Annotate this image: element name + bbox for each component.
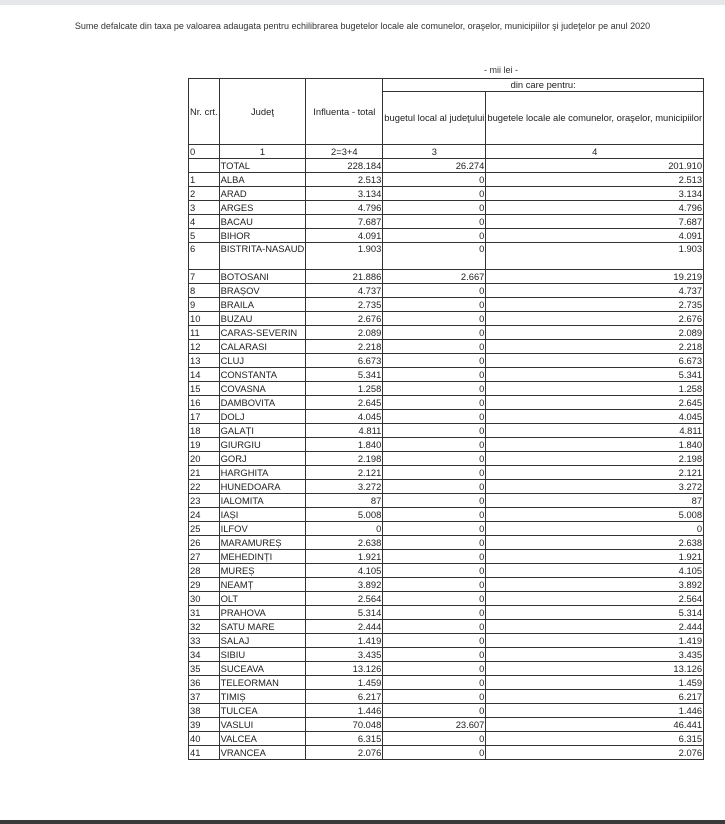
row-total-cell: 5.008	[306, 508, 383, 522]
row-judet-cell: SALAJ	[219, 634, 306, 648]
row-bugete-locale-cell: 4.091	[486, 229, 704, 243]
row-nr-cell: 34	[189, 648, 220, 662]
total-locale-value: 201.910	[486, 159, 704, 173]
row-bugete-locale-cell: 46.441	[486, 718, 704, 732]
index-cell: 1	[219, 145, 306, 159]
row-nr-cell: 12	[189, 340, 220, 354]
unit-label: - mii lei -	[484, 65, 518, 75]
row-judet-cell: OLT	[219, 592, 306, 606]
row-bugete-locale-cell: 1.921	[486, 550, 704, 564]
allocation-table	[188, 78, 704, 760]
row-buget-judet-cell: 0	[383, 746, 486, 760]
row-judet-cell: VALCEA	[219, 732, 306, 746]
row-bugete-locale-cell: 4.737	[486, 284, 704, 298]
row-buget-judet-cell: 0	[383, 564, 486, 578]
row-bugete-locale-cell: 2.218	[486, 340, 704, 354]
row-buget-judet-cell: 0	[383, 550, 486, 564]
row-judet-cell: ARAD	[219, 187, 306, 201]
row-bugete-locale-cell: 13.126	[486, 662, 704, 676]
row-nr-cell: 29	[189, 578, 220, 592]
row-nr-cell: 16	[189, 396, 220, 410]
row-judet-cell: BRAȘOV	[219, 284, 306, 298]
row-total-cell: 4.091	[306, 229, 383, 243]
table-row	[189, 382, 704, 396]
table-row	[189, 494, 704, 508]
row-buget-judet-cell: 0	[383, 690, 486, 704]
row-judet-cell: PRAHOVA	[219, 606, 306, 620]
table-row	[189, 396, 704, 410]
row-buget-judet-cell: 0	[383, 648, 486, 662]
row-judet-cell: DOLJ	[219, 410, 306, 424]
row-bugete-locale-cell: 2.198	[486, 452, 704, 466]
row-total-cell: 3.435	[306, 648, 383, 662]
row-judet-cell: COVASNA	[219, 382, 306, 396]
row-bugete-locale-cell: 3.435	[486, 648, 704, 662]
row-nr-cell: 15	[189, 382, 220, 396]
table-row	[189, 229, 704, 243]
row-bugete-locale-cell: 3.134	[486, 187, 704, 201]
row-judet-cell: VASLUI	[219, 718, 306, 732]
row-total-cell: 4.105	[306, 564, 383, 578]
row-bugete-locale-cell: 2.676	[486, 312, 704, 326]
row-nr-cell: 3	[189, 201, 220, 215]
row-nr-cell: 9	[189, 298, 220, 312]
row-total-cell: 87	[306, 494, 383, 508]
row-buget-judet-cell: 0	[383, 368, 486, 382]
row-buget-judet-cell: 0	[383, 578, 486, 592]
row-judet-cell: ARGES	[219, 201, 306, 215]
row-nr-cell: 24	[189, 508, 220, 522]
table-row	[189, 480, 704, 494]
row-judet-cell: VRANCEA	[219, 746, 306, 760]
table-row	[189, 704, 704, 718]
row-judet-cell: GORJ	[219, 452, 306, 466]
row-nr-cell: 17	[189, 410, 220, 424]
row-bugete-locale-cell: 4.796	[486, 201, 704, 215]
table-row	[189, 466, 704, 480]
row-bugete-locale-cell: 4.811	[486, 424, 704, 438]
row-bugete-locale-cell: 2.076	[486, 746, 704, 760]
row-judet-cell: MEHEDINȚI	[219, 550, 306, 564]
row-buget-judet-cell: 0	[383, 243, 486, 270]
row-bugete-locale-cell: 1.419	[486, 634, 704, 648]
row-buget-judet-cell: 0	[383, 508, 486, 522]
row-nr-cell: 10	[189, 312, 220, 326]
table-row	[189, 620, 704, 634]
row-nr-cell: 30	[189, 592, 220, 606]
row-buget-judet-cell: 2.667	[383, 270, 486, 284]
row-buget-judet-cell: 0	[383, 676, 486, 690]
header-buget-judet: bugetul local al judeţului	[383, 92, 486, 145]
row-total-cell: 21.886	[306, 270, 383, 284]
row-buget-judet-cell: 0	[383, 215, 486, 229]
row-judet-cell: TULCEA	[219, 704, 306, 718]
row-bugete-locale-cell: 2.089	[486, 326, 704, 340]
row-nr-cell: 20	[189, 452, 220, 466]
row-bugete-locale-cell: 87	[486, 494, 704, 508]
row-judet-cell: BISTRITA-NASAUD	[219, 243, 306, 270]
row-bugete-locale-cell: 1.903	[486, 243, 704, 270]
row-judet-cell: ILFOV	[219, 522, 306, 536]
row-bugete-locale-cell: 2.444	[486, 620, 704, 634]
row-judet-cell: SATU MARE	[219, 620, 306, 634]
row-total-cell: 2.121	[306, 466, 383, 480]
table-row	[189, 368, 704, 382]
row-judet-cell: NEAMȚ	[219, 578, 306, 592]
row-nr-cell: 38	[189, 704, 220, 718]
row-bugete-locale-cell: 2.638	[486, 536, 704, 550]
table-row	[189, 690, 704, 704]
row-nr-cell: 13	[189, 354, 220, 368]
row-total-cell: 13.126	[306, 662, 383, 676]
row-nr-cell: 31	[189, 606, 220, 620]
table-row	[189, 606, 704, 620]
row-judet-cell: MARAMUREȘ	[219, 536, 306, 550]
row-nr-cell: 4	[189, 215, 220, 229]
row-buget-judet-cell: 0	[383, 704, 486, 718]
index-cell: 2=3+4	[306, 145, 383, 159]
row-total-cell: 6.315	[306, 732, 383, 746]
row-nr-cell: 36	[189, 676, 220, 690]
table-row	[189, 284, 704, 298]
row-buget-judet-cell: 0	[383, 438, 486, 452]
total-nr-cell	[189, 159, 220, 173]
row-buget-judet-cell: 0	[383, 201, 486, 215]
row-nr-cell: 18	[189, 424, 220, 438]
row-total-cell: 5.314	[306, 606, 383, 620]
row-nr-cell: 28	[189, 564, 220, 578]
row-nr-cell: 41	[189, 746, 220, 760]
row-judet-cell: MUREȘ	[219, 564, 306, 578]
row-judet-cell: CONSTANTA	[219, 368, 306, 382]
table-row	[189, 298, 704, 312]
row-buget-judet-cell: 0	[383, 173, 486, 187]
row-bugete-locale-cell: 19.219	[486, 270, 704, 284]
row-buget-judet-cell: 0	[383, 620, 486, 634]
row-total-cell: 1.258	[306, 382, 383, 396]
row-judet-cell: TIMIȘ	[219, 690, 306, 704]
row-buget-judet-cell: 23.607	[383, 718, 486, 732]
row-judet-cell: HUNEDOARA	[219, 480, 306, 494]
row-total-cell: 1.446	[306, 704, 383, 718]
row-bugete-locale-cell: 1.840	[486, 438, 704, 452]
row-nr-cell: 6	[189, 243, 220, 270]
row-total-cell: 2.645	[306, 396, 383, 410]
top-border	[0, 0, 725, 5]
row-buget-judet-cell: 0	[383, 634, 486, 648]
row-total-cell: 6.673	[306, 354, 383, 368]
table-row	[189, 270, 704, 284]
row-total-cell: 4.737	[306, 284, 383, 298]
table-row	[189, 536, 704, 550]
row-buget-judet-cell: 0	[383, 536, 486, 550]
row-total-cell: 1.840	[306, 438, 383, 452]
table-row	[189, 243, 704, 270]
row-total-cell: 3.892	[306, 578, 383, 592]
row-bugete-locale-cell: 6.315	[486, 732, 704, 746]
row-buget-judet-cell: 0	[383, 424, 486, 438]
row-nr-cell: 22	[189, 480, 220, 494]
row-total-cell: 5.341	[306, 368, 383, 382]
row-nr-cell: 40	[189, 732, 220, 746]
table-row	[189, 550, 704, 564]
total-judet-value: 26.274	[383, 159, 486, 173]
row-buget-judet-cell: 0	[383, 466, 486, 480]
row-nr-cell: 27	[189, 550, 220, 564]
row-nr-cell: 39	[189, 718, 220, 732]
row-total-cell: 0	[306, 522, 383, 536]
table-row	[189, 452, 704, 466]
table-row	[189, 173, 704, 187]
index-cell: 3	[383, 145, 486, 159]
document-title: Sume defalcate din taxa pe valoarea adaugata pentru echilibrarea bugetelor locale ale comunelor, oraşelor, municipiilor şi judeţelor pe anul 2020	[74, 21, 651, 31]
row-total-cell: 2.735	[306, 298, 383, 312]
row-buget-judet-cell: 0	[383, 606, 486, 620]
row-judet-cell: BRAILA	[219, 298, 306, 312]
index-cell: 0	[189, 145, 220, 159]
table-row	[189, 522, 704, 536]
table-row	[189, 648, 704, 662]
row-buget-judet-cell: 0	[383, 326, 486, 340]
header-bugete-locale: bugetele locale ale comunelor, oraşelor, municipiilor	[486, 92, 704, 145]
header-din-care: din care pentru:	[383, 79, 704, 92]
total-value: 228.184	[306, 159, 383, 173]
row-bugete-locale-cell: 2.645	[486, 396, 704, 410]
row-bugete-locale-cell: 2.121	[486, 466, 704, 480]
row-bugete-locale-cell: 7.687	[486, 215, 704, 229]
table-row	[189, 564, 704, 578]
table-row	[189, 312, 704, 326]
row-buget-judet-cell: 0	[383, 298, 486, 312]
table-row	[189, 732, 704, 746]
row-nr-cell: 2	[189, 187, 220, 201]
row-total-cell: 1.419	[306, 634, 383, 648]
row-buget-judet-cell: 0	[383, 340, 486, 354]
table-row	[189, 592, 704, 606]
row-total-cell: 1.459	[306, 676, 383, 690]
row-bugete-locale-cell: 1.258	[486, 382, 704, 396]
row-nr-cell: 23	[189, 494, 220, 508]
row-bugete-locale-cell: 2.735	[486, 298, 704, 312]
row-judet-cell: IALOMITA	[219, 494, 306, 508]
row-nr-cell: 8	[189, 284, 220, 298]
row-judet-cell: TELEORMAN	[219, 676, 306, 690]
row-judet-cell: SIBIU	[219, 648, 306, 662]
table-row	[189, 201, 704, 215]
table-row	[189, 718, 704, 732]
row-judet-cell: BOTOSANI	[219, 270, 306, 284]
header-nr: Nr. crt.	[189, 79, 220, 145]
row-nr-cell: 14	[189, 368, 220, 382]
row-judet-cell: ALBA	[219, 173, 306, 187]
row-nr-cell: 21	[189, 466, 220, 480]
row-nr-cell: 1	[189, 173, 220, 187]
row-buget-judet-cell: 0	[383, 229, 486, 243]
table-row	[189, 326, 704, 340]
row-total-cell: 1.921	[306, 550, 383, 564]
row-bugete-locale-cell: 2.513	[486, 173, 704, 187]
total-row	[189, 159, 704, 173]
row-total-cell: 3.134	[306, 187, 383, 201]
table-row	[189, 215, 704, 229]
row-buget-judet-cell: 0	[383, 354, 486, 368]
row-total-cell: 2.444	[306, 620, 383, 634]
table-row	[189, 634, 704, 648]
row-total-cell: 2.564	[306, 592, 383, 606]
row-buget-judet-cell: 0	[383, 592, 486, 606]
row-bugete-locale-cell: 4.105	[486, 564, 704, 578]
row-buget-judet-cell: 0	[383, 410, 486, 424]
row-buget-judet-cell: 0	[383, 284, 486, 298]
row-nr-cell: 5	[189, 229, 220, 243]
row-total-cell: 70.048	[306, 718, 383, 732]
row-nr-cell: 35	[189, 662, 220, 676]
row-total-cell: 4.796	[306, 201, 383, 215]
row-judet-cell: GALAȚI	[219, 424, 306, 438]
row-bugete-locale-cell: 1.446	[486, 704, 704, 718]
table-row	[189, 340, 704, 354]
row-total-cell: 2.513	[306, 173, 383, 187]
total-label: TOTAL	[219, 159, 306, 173]
row-judet-cell: CALARASI	[219, 340, 306, 354]
row-nr-cell: 26	[189, 536, 220, 550]
row-buget-judet-cell: 0	[383, 187, 486, 201]
row-bugete-locale-cell: 5.314	[486, 606, 704, 620]
row-bugete-locale-cell: 3.892	[486, 578, 704, 592]
row-total-cell: 2.076	[306, 746, 383, 760]
row-total-cell: 1.903	[306, 243, 383, 270]
row-judet-cell: BACAU	[219, 215, 306, 229]
table-row	[189, 578, 704, 592]
row-total-cell: 2.089	[306, 326, 383, 340]
row-bugete-locale-cell: 1.459	[486, 676, 704, 690]
table-row	[189, 508, 704, 522]
row-nr-cell: 25	[189, 522, 220, 536]
table-row	[189, 746, 704, 760]
row-total-cell: 2.218	[306, 340, 383, 354]
row-total-cell: 4.045	[306, 410, 383, 424]
index-cell: 4	[486, 145, 704, 159]
row-judet-cell: GIURGIU	[219, 438, 306, 452]
row-bugete-locale-cell: 5.008	[486, 508, 704, 522]
row-judet-cell: IAȘI	[219, 508, 306, 522]
row-total-cell: 3.272	[306, 480, 383, 494]
row-nr-cell: 37	[189, 690, 220, 704]
table-row	[189, 438, 704, 452]
table-row	[189, 676, 704, 690]
row-buget-judet-cell: 0	[383, 480, 486, 494]
row-judet-cell: CLUJ	[219, 354, 306, 368]
row-total-cell: 7.687	[306, 215, 383, 229]
row-bugete-locale-cell: 6.217	[486, 690, 704, 704]
row-total-cell: 4.811	[306, 424, 383, 438]
row-total-cell: 6.217	[306, 690, 383, 704]
row-buget-judet-cell: 0	[383, 522, 486, 536]
row-buget-judet-cell: 0	[383, 494, 486, 508]
row-nr-cell: 11	[189, 326, 220, 340]
row-judet-cell: SUCEAVA	[219, 662, 306, 676]
table-row	[189, 187, 704, 201]
row-bugete-locale-cell: 3.272	[486, 480, 704, 494]
row-bugete-locale-cell: 6.673	[486, 354, 704, 368]
row-bugete-locale-cell: 0	[486, 522, 704, 536]
row-judet-cell: CARAS-SEVERIN	[219, 326, 306, 340]
bottom-border	[0, 820, 725, 824]
row-judet-cell: DAMBOVITA	[219, 396, 306, 410]
row-judet-cell: HARGHITA	[219, 466, 306, 480]
row-bugete-locale-cell: 4.045	[486, 410, 704, 424]
header-judet: Judeţ	[219, 79, 306, 145]
row-bugete-locale-cell: 2.564	[486, 592, 704, 606]
table-row	[189, 354, 704, 368]
row-buget-judet-cell: 0	[383, 732, 486, 746]
row-bugete-locale-cell: 5.341	[486, 368, 704, 382]
row-buget-judet-cell: 0	[383, 382, 486, 396]
row-nr-cell: 7	[189, 270, 220, 284]
row-buget-judet-cell: 0	[383, 662, 486, 676]
row-buget-judet-cell: 0	[383, 452, 486, 466]
table-row	[189, 410, 704, 424]
row-judet-cell: BIHOR	[219, 229, 306, 243]
row-total-cell: 2.198	[306, 452, 383, 466]
table-row	[189, 424, 704, 438]
row-total-cell: 2.676	[306, 312, 383, 326]
row-buget-judet-cell: 0	[383, 312, 486, 326]
row-nr-cell: 32	[189, 620, 220, 634]
row-nr-cell: 19	[189, 438, 220, 452]
index-row	[189, 145, 704, 159]
row-total-cell: 2.638	[306, 536, 383, 550]
header-total: Influenta - total	[306, 79, 383, 145]
row-nr-cell: 33	[189, 634, 220, 648]
row-buget-judet-cell: 0	[383, 396, 486, 410]
row-judet-cell: BUZAU	[219, 312, 306, 326]
table-row	[189, 662, 704, 676]
